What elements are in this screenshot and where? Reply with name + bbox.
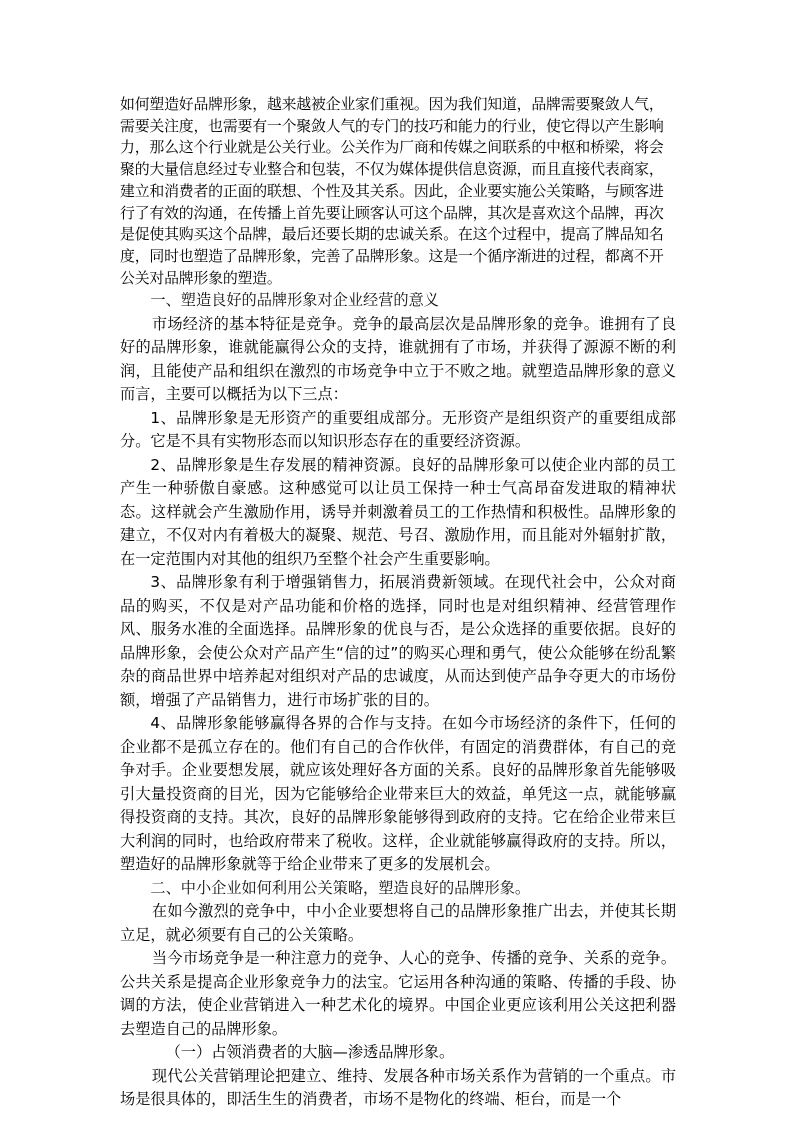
point-3: 3、品牌形象有利于增强销售力，拓展消费新领域。在现代社会中，公众对商品的购买，不仅是对产品功能和价格的选择，同时也是对组织精神、经营管理作风、服务水准的全面选择。品牌形象的优良与否，是公众选择的重要依据。良好的品牌形象，会使公众对产品产生“信的过”的购买心理和勇气，使公众能够在纷乱繁杂的商品世界中培养起对组织对产品的忠诚度，从而达到使产品争夺更大的市场份额，增强了产品销售力，进行市场扩张的目的。 — [120, 573, 676, 709]
point-4: 4、品牌形象能够赢得各界的合作与支持。在如今市场经济的条件下，任何的企业都不是孤立存在的。他们有自己的合作伙伴，有固定的消费群体，有自己的竞争对手。企业要想发展，就应该处理好各方面的关系。良好的品牌形象首先能够吸引大量投资商的目光，因为它能够给企业带来巨大的效益，单凭这一点，就能够赢得投资商的支持。其次，良好的品牌形象能够得到政府的支持。它在给企业带来巨大利润的同时，也给政府带来了税收。这样，企业就能够赢得政府的支持。所以，塑造好的品牌形象就等于给企业带来了更多的发展机会。 — [120, 714, 676, 874]
subsection-1-paragraph: 现代公关营销理论把建立、维持、发展各种市场关系作为营销的一个重点。市场是很具体的，即活生生的消费者，市场不是物化的终端、柜台，而是一个 — [120, 1066, 676, 1109]
section-2-heading: 二、中小企业如何利用公关策略，塑造良好的品牌形象。 — [150, 878, 531, 897]
section-1-paragraph: 市场经济的基本特征是竞争。竞争的最高层次是品牌形象的竞争。谁拥有了良好的品牌形象，谁就能赢得公众的支持，谁就拥有了市场，并获得了源源不断的利润，且能使产品和组织在激烈的市场竞争中立于不败之地。就塑造品牌形象的意义而言，主要可以概括为以下三点： — [120, 314, 676, 404]
section-2-paragraph-2: 当今市场竞争是一种注意力的竞争、人心的竞争、传播的竞争、关系的竞争。公共关系是提高企业形象竞争力的法宝。它运用各种沟通的策略、传播的手段、协调的方法，使企业营销进入一种艺术化的境界。中国企业更应该利用公关这把利器去塑造自己的品牌形象。 — [120, 949, 676, 1038]
point-2: 2、品牌形象是生存发展的精神资源。良好的品牌形象可以使企业内部的员工产生一种骄傲自豪感。这种感觉可以让员工保持一种士气高昂奋发进取的精神状态。这样就会产生激励作用，诱导并刺激着员工的工作热情和积极性。品牌形象的建立，不仅对内有着极大的凝聚、规范、号召、激励作用，而且能对外辐射扩散，在一定范围内对其他的组织乃至整个社会产生重要影响。 — [120, 455, 676, 568]
section-1-heading: 一、塑造良好的品牌形象对企业经营的意义 — [150, 291, 439, 310]
subsection-1-heading: （一）占领消费者的大脑—渗透品牌形象。 — [165, 1043, 455, 1062]
point-1: 1、品牌形象是无形资产的重要组成部分。无形资产是组织资产的重要组成部分。它是不具有实物形态而以知识形态存在的重要经济资源。 — [120, 408, 676, 451]
document-page — [120, 94, 676, 1112]
intro-paragraph: 如何塑造好品牌形象，越来越被企业家们重视。因为我们知道，品牌需要聚敛人气，需要关注度，也需要有一个聚敛人气的专门的技巧和能力的行业，使它得以产生影响力，那么这个行业就是公关行业。公关作为厂商和传媒之间联系的中枢和桥梁，将会聚的大量信息经过专业整合和包装，不仅为媒体提供信息资源，而且直接代表商家，建立和消费者的正面的联想、个性及其关系。因此，企业要实施公关策略，与顾客进行了有效的沟通，在传播上首先要让顾客认可这个品牌，其次是喜欢这个品牌，再次是促使其购买这个品牌，最后还要长期的忠诚关系。在这个过程中，提高了牌品知名度，同时也塑造了品牌形象，完善了品牌形象。这是一个循序渐进的过程，都离不开公关对品牌形象的塑造。 — [120, 95, 664, 287]
section-2-paragraph-1: 在如今激烈的竞争中，中小企业要想将自己的品牌形象推广出去，并使其长期立足，就必须要有自己的公关策略。 — [120, 902, 676, 944]
